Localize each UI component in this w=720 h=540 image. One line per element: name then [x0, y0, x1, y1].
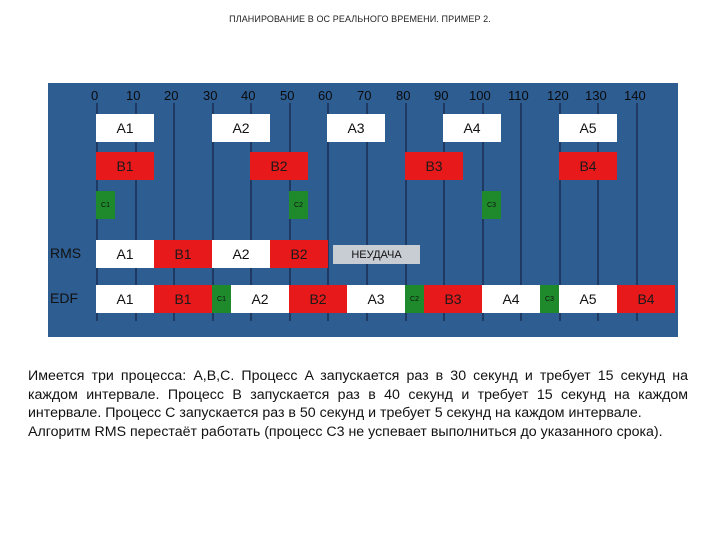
process-c-block: C2 — [289, 191, 308, 219]
process-a-block: A4 — [443, 114, 501, 142]
description-paragraph: Имеется три процесса: A,B,C. Процесс A запускается раз в 30 секунд и требует 15 секунд на каждом интервале. Процесс B запускается раз в 40 секунд и требует 15 секунд на каждом интервале. Процесс C запускается раз в 50 секунд и требует 5 секунд на каждом интервале. — [28, 368, 688, 421]
tick-label: 30 — [203, 88, 218, 103]
tick-label: 140 — [624, 88, 646, 103]
edf-block: B2 — [289, 285, 347, 313]
rms-block: B1 — [154, 240, 212, 268]
process-a-block: A5 — [559, 114, 617, 142]
tick-label: 70 — [357, 88, 372, 103]
rms-block: A1 — [96, 240, 154, 268]
page-title: ПЛАНИРОВАНИЕ В ОС РЕАЛЬНОГО ВРЕМЕНИ. ПРИМЕР 2. — [229, 14, 491, 24]
tick-label: 60 — [318, 88, 333, 103]
edf-block: A3 — [347, 285, 405, 313]
edf-block: B1 — [154, 285, 212, 313]
tick-label: 0 — [91, 88, 99, 103]
process-c-block: C3 — [482, 191, 501, 219]
edf-block: A4 — [482, 285, 540, 313]
tick-label: 20 — [164, 88, 179, 103]
process-a-block: A3 — [327, 114, 385, 142]
tick-label: 40 — [241, 88, 256, 103]
tick-label: 10 — [126, 88, 141, 103]
failure-label: НЕУДАЧА — [333, 245, 420, 264]
tick-label: 50 — [280, 88, 295, 103]
tick-label: 80 — [396, 88, 411, 103]
process-c-block: C1 — [96, 191, 115, 219]
process-b-block: B1 — [96, 152, 154, 180]
rms-row-label: RMS — [50, 245, 82, 261]
edf-block: A5 — [559, 285, 617, 313]
process-b-block: B3 — [405, 152, 463, 180]
process-a-block: A1 — [96, 114, 154, 142]
process-b-block: B2 — [250, 152, 308, 180]
tick-label: 130 — [585, 88, 607, 103]
edf-block: C1 — [212, 285, 231, 313]
edf-block: A2 — [231, 285, 289, 313]
edf-block: B4 — [617, 285, 675, 313]
edf-block: C3 — [540, 285, 559, 313]
process-a-block: A2 — [212, 114, 270, 142]
edf-row-label: EDF — [50, 290, 78, 306]
edf-block: B3 — [424, 285, 482, 313]
tick-label: 90 — [434, 88, 449, 103]
tick-label: 120 — [547, 88, 569, 103]
tick-label: 110 — [508, 88, 529, 103]
rms-block: B2 — [270, 240, 328, 268]
process-b-block: B4 — [559, 152, 617, 180]
description-text — [28, 367, 688, 441]
tick-label: 100 — [469, 88, 491, 103]
edf-block: A1 — [96, 285, 154, 313]
edf-block: C2 — [405, 285, 424, 313]
rms-block: A2 — [212, 240, 270, 268]
description-paragraph: Алгоритм RMS перестаёт работать (процесс C3 не успевает выполниться до указанного срока). — [28, 423, 663, 440]
